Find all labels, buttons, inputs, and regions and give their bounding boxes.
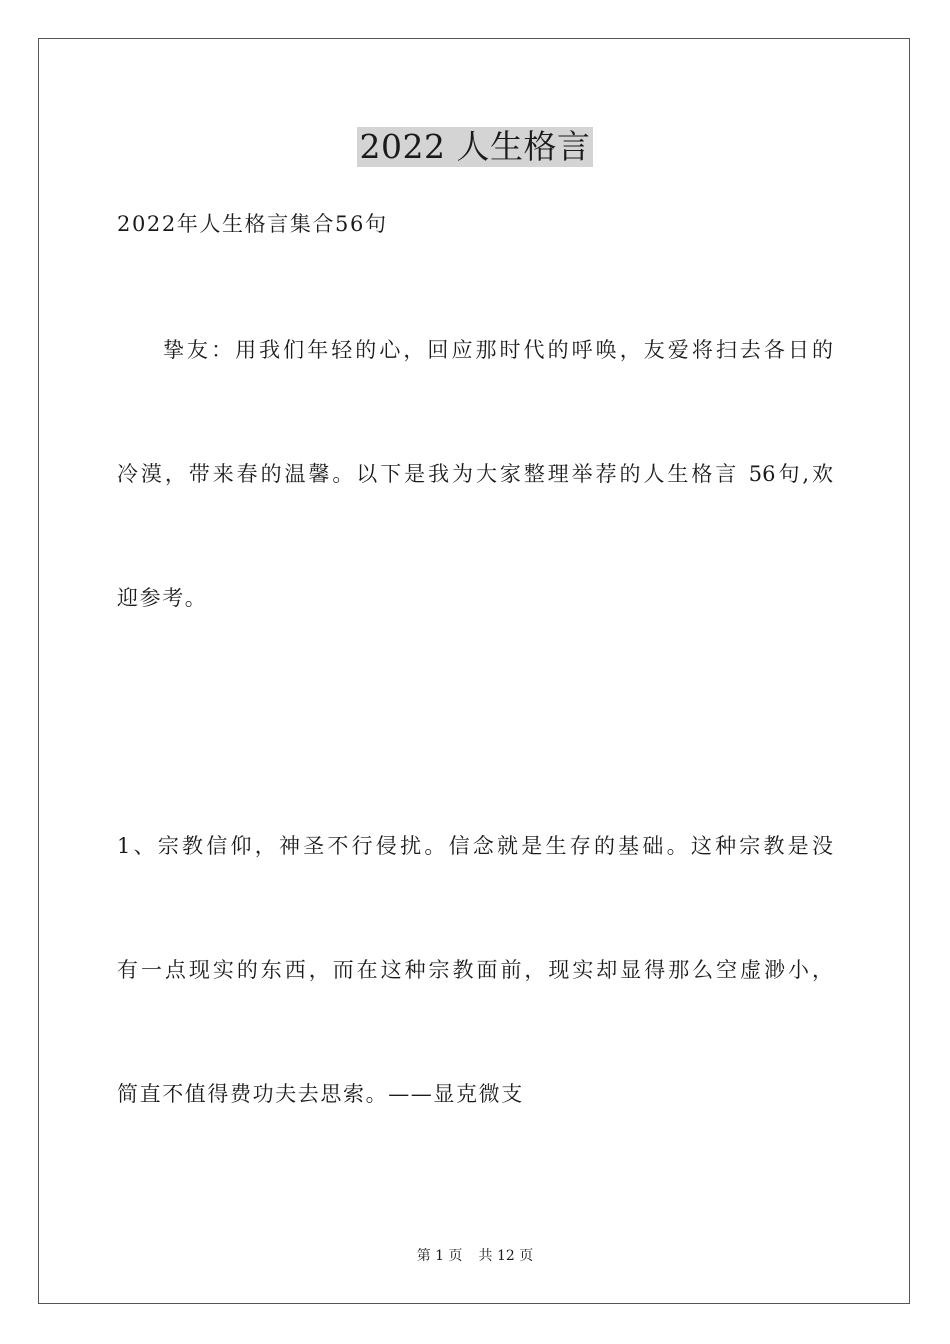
quote-line: 有一点现实的东西，而在这种宗教面前，现实却显得那么空虚渺小， (117, 958, 833, 982)
page-number: 第 1 页 (416, 1248, 463, 1264)
intro-line: 迎参考。 (117, 586, 208, 610)
page-footer (0, 1246, 950, 1266)
document-subtitle: 2022年人生格言集合56句 (117, 212, 388, 236)
title-container (0, 127, 950, 167)
quote-line: 1、宗教信仰，神圣不行侵扰。信念就是生存的基础。这种宗教是没 (117, 834, 833, 858)
intro-line: 冷漠，带来春的温馨。以下是我为大家整理举荐的人生格言 56句,欢 (117, 462, 833, 486)
page-total: 共 12 页 (478, 1248, 534, 1264)
intro-line: 挚友：用我们年轻的心，回应那时代的呼唤，友爱将扫去各日的 (163, 338, 833, 362)
document-title: 2022 人生格言 (357, 127, 594, 167)
quote-line: 简直不值得费功夫去思索。——显克微支 (117, 1082, 524, 1106)
